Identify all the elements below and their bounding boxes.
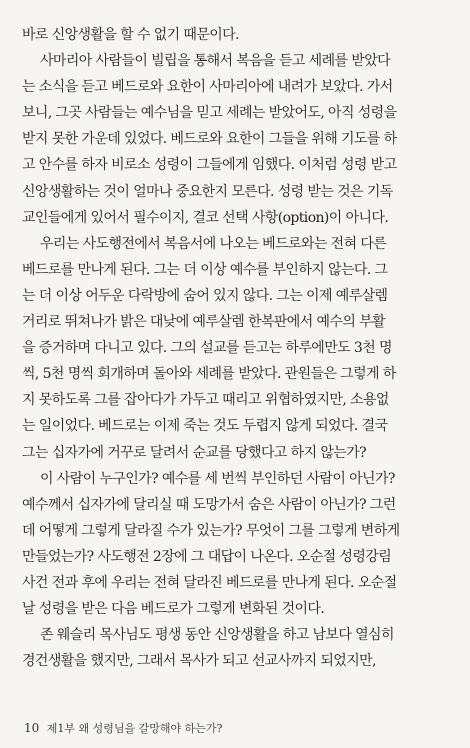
text-line: 예수께서 십자가에 달리실 때 도망가서 숨은 사람이 아닌가? 그런 xyxy=(22,496,396,513)
running-title: 제1부 왜 성령님을 갈망해야 하는가? xyxy=(46,722,223,735)
text-line: 사마리아 사람들이 빌립을 통해서 복음을 듣고 세례를 받았다 xyxy=(40,53,391,70)
text-line: 지 못하도록 그를 잡아다가 가두고 때리고 위협하였지만, 소용없 xyxy=(22,392,389,409)
text-line: 경건생활을 했지만, 그래서 목사가 되고 선교사까지 되었지만, xyxy=(22,653,376,670)
body-text xyxy=(22,22,450,674)
text-line: 교인들에게 있어서 필수이지, 결코 선택 사항(option)이 아니다. xyxy=(22,209,389,226)
paragraph xyxy=(22,22,450,48)
text-line: 데 어떻게 그렇게 달라질 수가 있는가? 무엇이 그를 그렇게 변하게 xyxy=(22,522,400,539)
text-line: 신앙생활하는 것이 얼마나 중요한지 모른다. 성령 받는 것은 기독 xyxy=(22,183,393,200)
text-line: 는 소식을 듣고 베드로와 요한이 사마리아에 내려가 보았다. 가서 xyxy=(22,79,393,96)
page-footer xyxy=(24,720,222,736)
paragraph xyxy=(22,48,450,231)
text-line: 날 성령을 받은 다음 베드로가 그렇게 변화된 것이다. xyxy=(22,601,325,618)
text-line: 씩, 5천 명씩 회개하며 돌아와 세례를 받았다. 관원들은 그렇게 하 xyxy=(22,366,396,383)
text-line: 존 웨슬리 목사님도 평생 동안 신앙생활을 하고 남보다 열심히 xyxy=(40,627,394,644)
text-line: 만들었는가? 사도행전 2장에 그 대답이 나온다. 오순절 성령강림 xyxy=(22,548,392,565)
paragraph xyxy=(22,622,450,674)
text-line: 을 증거하며 다니고 있다. 그의 설교를 듣고는 하루에만도 3천 명 xyxy=(22,340,392,357)
page-number: 10 xyxy=(24,721,40,735)
text-line: 바로 신앙생활을 할 수 없기 때문이다. xyxy=(22,27,239,43)
text-line: 는 일이었다. 베드로는 이제 죽는 것도 두렵지 않게 되었다. 결국 xyxy=(22,418,388,435)
text-line: 받지 못한 가운데 있었다. 베드로와 요한이 그들을 위해 기도를 하 xyxy=(22,131,397,148)
text-line: 사건 전과 후에 우리는 전혀 달라진 베드로를 만나게 된다. 오순절 xyxy=(22,574,397,591)
paragraph xyxy=(22,231,450,466)
text-line: 거리로 뛰쳐나가 밝은 대낮에 예루살렘 한복판에서 예수의 부활 xyxy=(22,314,385,331)
text-line: 이 사람이 누구인가? 예수를 세 번씩 부인하던 사람이 아닌가? xyxy=(40,470,395,487)
text-line: 는 더 이상 어두운 다락방에 숨어 있지 않다. 그는 이제 예루살렘 xyxy=(22,287,388,304)
text-line: 보니, 그곳 사람들는 예수님을 믿고 세례는 받았어도, 아직 성령을 xyxy=(22,105,397,122)
text-line: 우리는 사도행전에서 복음서에 나오는 베드로와는 전혀 다른 xyxy=(40,235,387,252)
paragraph xyxy=(22,466,450,623)
text-line: 베드로를 만나게 된다. 그는 더 이상 예수를 부인하지 않는다. 그 xyxy=(22,261,388,278)
text-line: 고 안수를 하자 비로소 성령이 그들에게 임했다. 이처럼 성령 받고 xyxy=(22,157,397,174)
text-line: 그는 십자가에 거꾸로 달려서 순교를 당했다고 하지 않는가? xyxy=(22,444,367,461)
